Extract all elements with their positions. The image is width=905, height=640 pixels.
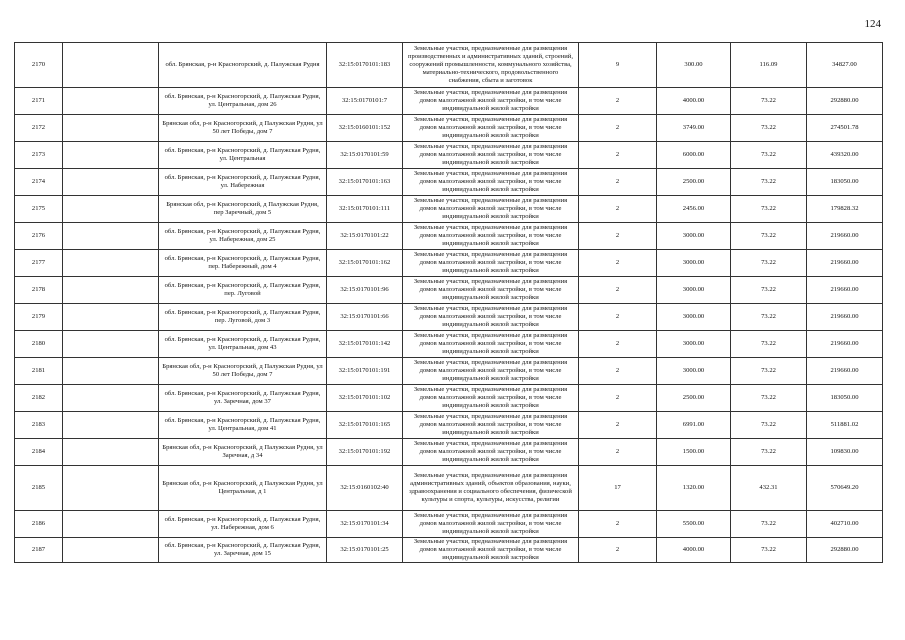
land-use-cell: Земельные участки, предназначенные для размещения домов малоэтажной жилой застройки, в том числе индивидуальной жилой застройки [403, 511, 579, 538]
cadastral-number-cell: 32:15:0170101:183 [327, 43, 403, 88]
specific-value-cell: 73.22 [731, 142, 807, 169]
cadastral-value-cell: 34827.00 [807, 43, 883, 88]
use-group-cell: 2 [579, 277, 657, 304]
cadastral-value-cell: 570649.20 [807, 466, 883, 511]
row-number-cell: 2175 [15, 196, 63, 223]
address-cell: обл. Брянская, р-н Красногорский, д. Палужская Рудня, пер. Набережный, дом 4 [159, 250, 327, 277]
row-number-cell: 2172 [15, 115, 63, 142]
cadastral-value-cell: 219660.00 [807, 223, 883, 250]
area-cell: 4000.00 [657, 538, 731, 563]
area-cell: 3000.00 [657, 223, 731, 250]
specific-value-cell: 73.22 [731, 511, 807, 538]
cadastral-number-cell: 32:15:0170101:162 [327, 250, 403, 277]
use-group-cell: 2 [579, 142, 657, 169]
table-row [15, 358, 883, 385]
land-use-cell: Земельные участки, предназначенные для размещения домов малоэтажной жилой застройки, в том числе индивидуальной жилой застройки [403, 142, 579, 169]
empty-cell [63, 385, 159, 412]
use-group-cell: 2 [579, 250, 657, 277]
cadastral-number-cell: 32:15:0160102:40 [327, 466, 403, 511]
land-use-cell: Земельные участки, предназначенные для размещения административных зданий, объектов образования, науки, здравоохранения и социального обеспечения, физической культуры и спорта, культуры, искусства, религии [403, 466, 579, 511]
area-cell: 1500.00 [657, 439, 731, 466]
cadastral-number-cell: 32:15:0170101:192 [327, 439, 403, 466]
row-number-cell: 2184 [15, 439, 63, 466]
address-cell: обл. Брянская, р-н Красногорский, д. Палужская Рудня, ул. Набережная, дом 6 [159, 511, 327, 538]
use-group-cell: 9 [579, 43, 657, 88]
address-cell: обл. Брянская, р-н Красногорский, д. Палужская Рудня, ул. Заречная, дом 15 [159, 538, 327, 563]
table-row [15, 304, 883, 331]
specific-value-cell: 73.22 [731, 250, 807, 277]
area-cell: 3000.00 [657, 331, 731, 358]
cadastral-number-cell: 32:15:0170101:163 [327, 169, 403, 196]
cadastral-value-cell: 402710.00 [807, 511, 883, 538]
row-number-cell: 2176 [15, 223, 63, 250]
specific-value-cell: 73.22 [731, 331, 807, 358]
cadastral-number-cell: 32:15:0170101:165 [327, 412, 403, 439]
table-row [15, 412, 883, 439]
empty-cell [63, 223, 159, 250]
use-group-cell: 2 [579, 115, 657, 142]
specific-value-cell: 432.31 [731, 466, 807, 511]
cadastral-number-cell: 32:15:0170101:191 [327, 358, 403, 385]
row-number-cell: 2185 [15, 466, 63, 511]
empty-cell [63, 88, 159, 115]
land-use-cell: Земельные участки, предназначенные для размещения домов малоэтажной жилой застройки, в том числе индивидуальной жилой застройки [403, 358, 579, 385]
specific-value-cell: 73.22 [731, 115, 807, 142]
cadastral-value-cell: 219660.00 [807, 277, 883, 304]
table-row [15, 331, 883, 358]
cadastral-value-cell: 219660.00 [807, 358, 883, 385]
table-row [15, 196, 883, 223]
empty-cell [63, 142, 159, 169]
cadastral-number-cell: 32:15:0160101:152 [327, 115, 403, 142]
address-cell: обл. Брянская, р-н Красногорский, д. Палужская Рудня, пер. Луговой [159, 277, 327, 304]
use-group-cell: 2 [579, 169, 657, 196]
land-use-cell: Земельные участки, предназначенные для размещения домов малоэтажной жилой застройки, в том числе индивидуальной жилой застройки [403, 385, 579, 412]
area-cell: 3749.00 [657, 115, 731, 142]
land-use-cell: Земельные участки, предназначенные для размещения домов малоэтажной жилой застройки, в том числе индивидуальной жилой застройки [403, 250, 579, 277]
land-use-cell: Земельные участки, предназначенные для размещения домов малоэтажной жилой застройки, в том числе индивидуальной жилой застройки [403, 277, 579, 304]
use-group-cell: 2 [579, 358, 657, 385]
address-cell: Брянская обл, р-н Красногорский, д Палужская Рудня, ул Заречная, д 34 [159, 439, 327, 466]
address-cell: обл. Брянская, р-н Красногорский, д. Палужская Рудня, ул. Центральная, дом 43 [159, 331, 327, 358]
area-cell: 3000.00 [657, 277, 731, 304]
empty-cell [63, 169, 159, 196]
cadastral-value-cell: 183050.00 [807, 385, 883, 412]
empty-cell [63, 358, 159, 385]
address-cell: обл. Брянская, р-н Красногорский, д. Палужская Рудня, ул. Центральная, дом 26 [159, 88, 327, 115]
area-cell: 300.00 [657, 43, 731, 88]
row-number-cell: 2187 [15, 538, 63, 563]
address-cell: Брянская обл, р-н Красногорский, д Палужская Рудня, ул 50 лет Победы, дом 7 [159, 358, 327, 385]
specific-value-cell: 73.22 [731, 385, 807, 412]
cadastral-number-cell: 32:15:0170101:7 [327, 88, 403, 115]
row-number-cell: 2182 [15, 385, 63, 412]
use-group-cell: 2 [579, 538, 657, 563]
table-row [15, 223, 883, 250]
specific-value-cell: 73.22 [731, 304, 807, 331]
area-cell: 2500.00 [657, 385, 731, 412]
empty-cell [63, 412, 159, 439]
address-cell: обл. Брянская, р-н Красногорский, д. Палужская Рудня, ул. Заречная, дом 37 [159, 385, 327, 412]
cadastral-value-table [14, 42, 883, 563]
land-use-cell: Земельные участки, предназначенные для размещения домов малоэтажной жилой застройки, в том числе индивидуальной жилой застройки [403, 169, 579, 196]
use-group-cell: 2 [579, 385, 657, 412]
table-body [15, 43, 883, 563]
specific-value-cell: 73.22 [731, 223, 807, 250]
land-use-cell: Земельные участки, предназначенные для размещения домов малоэтажной жилой застройки, в том числе индивидуальной жилой застройки [403, 115, 579, 142]
area-cell: 3000.00 [657, 358, 731, 385]
cadastral-number-cell: 32:15:0170101:59 [327, 142, 403, 169]
use-group-cell: 2 [579, 511, 657, 538]
use-group-cell: 2 [579, 331, 657, 358]
empty-cell [63, 511, 159, 538]
area-cell: 6000.00 [657, 142, 731, 169]
specific-value-cell: 73.22 [731, 538, 807, 563]
cadastral-value-cell: 292880.00 [807, 538, 883, 563]
table-row [15, 439, 883, 466]
specific-value-cell: 73.22 [731, 358, 807, 385]
table-row [15, 511, 883, 538]
row-number-cell: 2177 [15, 250, 63, 277]
empty-cell [63, 43, 159, 88]
cadastral-value-cell: 274501.78 [807, 115, 883, 142]
area-cell: 2500.00 [657, 169, 731, 196]
use-group-cell: 2 [579, 412, 657, 439]
table-row [15, 277, 883, 304]
row-number-cell: 2170 [15, 43, 63, 88]
empty-cell [63, 115, 159, 142]
cadastral-value-cell: 219660.00 [807, 331, 883, 358]
area-cell: 2456.00 [657, 196, 731, 223]
cadastral-value-cell: 109830.00 [807, 439, 883, 466]
cadastral-value-cell: 292880.00 [807, 88, 883, 115]
empty-cell [63, 439, 159, 466]
land-use-cell: Земельные участки, предназначенные для размещения домов малоэтажной жилой застройки, в том числе индивидуальной жилой застройки [403, 439, 579, 466]
land-use-cell: Земельные участки, предназначенные для размещения домов малоэтажной жилой застройки, в том числе индивидуальной жилой застройки [403, 196, 579, 223]
table-row [15, 88, 883, 115]
area-cell: 3000.00 [657, 304, 731, 331]
specific-value-cell: 73.22 [731, 439, 807, 466]
use-group-cell: 2 [579, 88, 657, 115]
empty-cell [63, 250, 159, 277]
specific-value-cell: 73.22 [731, 169, 807, 196]
row-number-cell: 2180 [15, 331, 63, 358]
address-cell: обл. Брянская, р-н Красногорский, д. Палужская Рудня, ул. Центральная [159, 142, 327, 169]
cadastral-number-cell: 32:15:0170101:22 [327, 223, 403, 250]
table-row [15, 169, 883, 196]
address-cell: Брянская обл, р-н Красногорский, д Палужская Рудня, ул 50 лет Победы, дом 7 [159, 115, 327, 142]
land-use-cell: Земельные участки, предназначенные для размещения домов малоэтажной жилой застройки, в том числе индивидуальной жилой застройки [403, 538, 579, 563]
address-cell: обл. Брянская, р-н Красногорский, д. Палужская Рудня, ул. Набережная, дом 25 [159, 223, 327, 250]
table-row [15, 466, 883, 511]
empty-cell [63, 466, 159, 511]
land-use-cell: Земельные участки, предназначенные для размещения домов малоэтажной жилой застройки, в том числе индивидуальной жилой застройки [403, 412, 579, 439]
address-cell: обл. Брянская, р-н Красногорский, д. Палужская Рудня [159, 43, 327, 88]
specific-value-cell: 73.22 [731, 277, 807, 304]
page-number: 124 [864, 18, 881, 30]
cadastral-number-cell: 32:15:0170101:66 [327, 304, 403, 331]
use-group-cell: 2 [579, 196, 657, 223]
row-number-cell: 2173 [15, 142, 63, 169]
cadastral-value-cell: 179828.32 [807, 196, 883, 223]
cadastral-number-cell: 32:15:0170101:142 [327, 331, 403, 358]
address-cell: обл. Брянская, р-н Красногорский, д. Палужская Рудня, ул. Набережная [159, 169, 327, 196]
table-row [15, 385, 883, 412]
cadastral-number-cell: 32:15:0170101:111 [327, 196, 403, 223]
area-cell: 4000.00 [657, 88, 731, 115]
table-row [15, 538, 883, 563]
empty-cell [63, 538, 159, 563]
empty-cell [63, 331, 159, 358]
area-cell: 1320.00 [657, 466, 731, 511]
specific-value-cell: 73.22 [731, 412, 807, 439]
empty-cell [63, 277, 159, 304]
cadastral-number-cell: 32:15:0170101:102 [327, 385, 403, 412]
address-cell: Брянская обл, р-н Красногорский, д Палужская Рудня, пер Заречный, дом 5 [159, 196, 327, 223]
row-number-cell: 2183 [15, 412, 63, 439]
table-row [15, 115, 883, 142]
cadastral-value-cell: 183050.00 [807, 169, 883, 196]
cadastral-value-cell: 219660.00 [807, 250, 883, 277]
cadastral-value-cell: 439320.00 [807, 142, 883, 169]
row-number-cell: 2171 [15, 88, 63, 115]
table-row [15, 43, 883, 88]
table-row [15, 250, 883, 277]
row-number-cell: 2186 [15, 511, 63, 538]
cadastral-value-cell: 219660.00 [807, 304, 883, 331]
area-cell: 3000.00 [657, 250, 731, 277]
land-use-cell: Земельные участки, предназначенные для размещения производственных и административных зданий, строений, сооружений промышленности, коммунального хозяйства, материально-технического, продовольственного снабжения, сбыта и заготовок [403, 43, 579, 88]
land-use-cell: Земельные участки, предназначенные для размещения домов малоэтажной жилой застройки, в том числе индивидуальной жилой застройки [403, 88, 579, 115]
area-cell: 5500.00 [657, 511, 731, 538]
specific-value-cell: 73.22 [731, 196, 807, 223]
land-use-cell: Земельные участки, предназначенные для размещения домов малоэтажной жилой застройки, в том числе индивидуальной жилой застройки [403, 304, 579, 331]
address-cell: обл. Брянская, р-н Красногорский, д. Палужская Рудня, пер. Луговой, дом 3 [159, 304, 327, 331]
row-number-cell: 2181 [15, 358, 63, 385]
use-group-cell: 2 [579, 223, 657, 250]
row-number-cell: 2179 [15, 304, 63, 331]
address-cell: Брянская обл, р-н Красногорский, д Палужская Рудня, ул Центральная, д 1 [159, 466, 327, 511]
empty-cell [63, 196, 159, 223]
cadastral-number-cell: 32:15:0170101:34 [327, 511, 403, 538]
address-cell: обл. Брянская, р-н Красногорский, д. Палужская Рудня, ул. Центральная, дом 41 [159, 412, 327, 439]
use-group-cell: 2 [579, 439, 657, 466]
table-row [15, 142, 883, 169]
specific-value-cell: 116.09 [731, 43, 807, 88]
cadastral-number-cell: 32:15:0170101:96 [327, 277, 403, 304]
row-number-cell: 2174 [15, 169, 63, 196]
row-number-cell: 2178 [15, 277, 63, 304]
cadastral-number-cell: 32:15:0170101:25 [327, 538, 403, 563]
specific-value-cell: 73.22 [731, 88, 807, 115]
use-group-cell: 2 [579, 304, 657, 331]
use-group-cell: 17 [579, 466, 657, 511]
area-cell: 6991.00 [657, 412, 731, 439]
cadastral-value-cell: 511881.02 [807, 412, 883, 439]
empty-cell [63, 304, 159, 331]
land-use-cell: Земельные участки, предназначенные для размещения домов малоэтажной жилой застройки, в том числе индивидуальной жилой застройки [403, 331, 579, 358]
land-use-cell: Земельные участки, предназначенные для размещения домов малоэтажной жилой застройки, в том числе индивидуальной жилой застройки [403, 223, 579, 250]
